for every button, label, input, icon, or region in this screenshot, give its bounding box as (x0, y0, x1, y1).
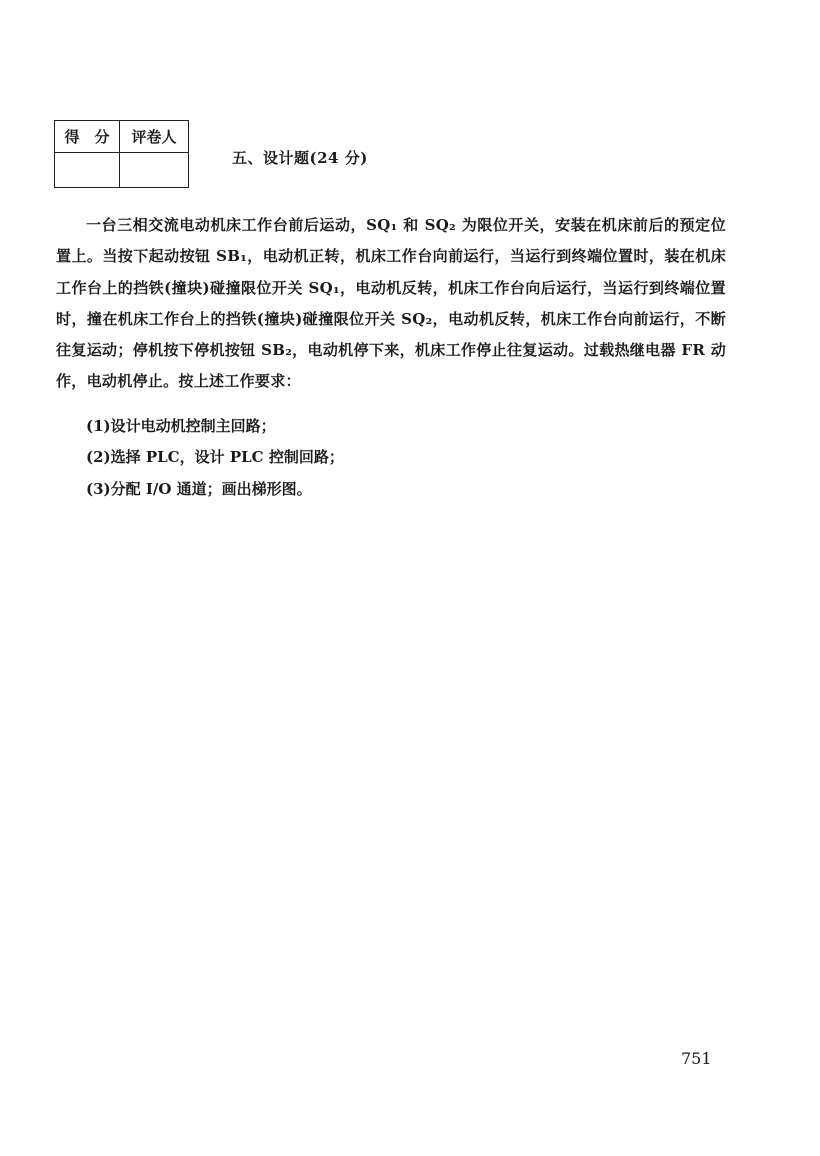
problem-text: 一台三相交流电动机床工作台前后运动，SQ₁ 和 SQ₂ 为限位开关，安装在机床前后的预定位置上。当按下起动按钮 SB₁，电动机正转，机床工作台向前运行，当运行到终端位置时，装在机床工作台上的挡铁(撞块)碰撞限位开关 SQ₁，电动机反转，机床工作台向后运行，当运行到终端位置时，撞在机床工作台上的挡铁(撞块)碰撞限位开关 SQ₂，电动机反转，机床工作台向前运行，不断往复运动；停机按下停机按钮 SB₂，电动机停下来，机床工作停止往复运动。过载热继电器 FR 动作，电动机停止。按上述工作要求： (56, 216, 726, 391)
score-header: 得 分 (55, 121, 120, 153)
requirements-list (86, 411, 344, 505)
problem-statement (56, 210, 726, 398)
requirement-item: (2)选择 PLC，设计 PLC 控制回路； (86, 448, 344, 467)
requirement-item: (1)设计电动机控制主回路； (86, 417, 276, 435)
requirement-item: (3)分配 I/O 通道；画出梯形图。 (86, 479, 312, 498)
score-cell (55, 153, 120, 188)
grader-cell (120, 153, 189, 188)
page-number: 751 (681, 1049, 712, 1068)
score-table (54, 120, 189, 188)
grader-header: 评卷人 (120, 121, 189, 153)
section-title: 五、设计题(24 分) (232, 149, 368, 167)
